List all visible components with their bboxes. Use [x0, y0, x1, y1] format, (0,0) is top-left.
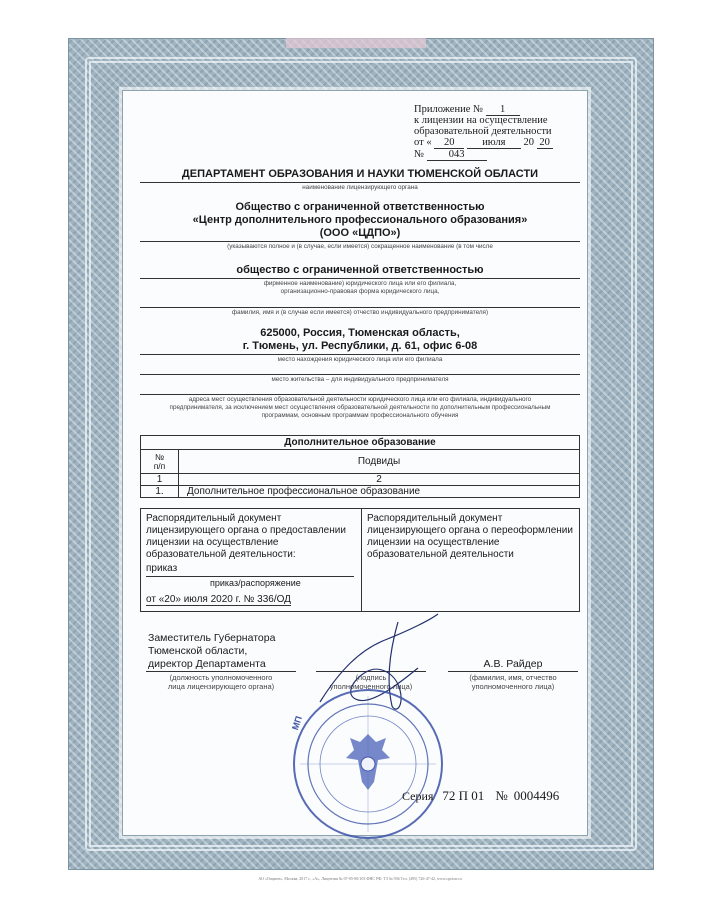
- print-info: АО «Опцион», Москва, 2017 г., «А», Лицензия № 07-05-00/103 ФНС РФ, ТЗ № 936 Тел. (495) 726-47-42, www.opcion.ru: [258, 876, 462, 881]
- signatory-name: А.В. Райдер: [483, 658, 543, 670]
- form-number-label: №: [495, 788, 508, 803]
- table-header-num: [141, 450, 179, 474]
- signatory-name-caption-line2: уполномоченного лица): [471, 682, 555, 691]
- signatory-title-caption-line2: лица лицензирующего органа): [167, 682, 275, 691]
- org-name-underline: [140, 241, 580, 242]
- person-underline: [140, 307, 580, 308]
- legal-form-caption-line1: фирменное наименование) юридического лица или его филиала,: [263, 280, 457, 287]
- reissue-document-line4: образовательной деятельности: [367, 549, 514, 560]
- date-prefix: от «: [414, 137, 432, 148]
- signature-caption-line1: (подпись: [355, 673, 387, 682]
- signature-caption-line2: уполномоченного лица): [329, 682, 413, 691]
- header-num-line2: п/п: [153, 460, 166, 471]
- legal-form-caption-line2: организационно-правовая форма юридического лица,: [280, 288, 440, 295]
- org-full-name-line1: Общество с ограниченной ответственностью: [235, 201, 485, 213]
- reissue-document-line1: Распорядительный документ: [367, 513, 503, 524]
- places-caption-line2: предпринимателя, за исключением мест осуществления образовательной деятельности по дополнительным профессиональным: [169, 404, 551, 411]
- org-full-name-line2: «Центр дополнительного профессионального образования»: [192, 214, 528, 226]
- signatory-title-line2: Тюменской области,: [148, 645, 248, 657]
- org-name-caption: (указываются полное и (в случае, если имеется) сокращенное наименование (в том числе: [227, 243, 493, 250]
- authority-name: ДЕПАРТАМЕНТ ОБРАЗОВАНИЯ И НАУКИ ТЮМЕНСКОЙ ОБЛАСТИ: [181, 168, 539, 180]
- appendix-line3: образовательной деятельности: [414, 126, 552, 137]
- documents-divider: [361, 509, 362, 611]
- header-num-line1: №: [154, 451, 165, 462]
- border-color-mark: [286, 38, 426, 48]
- series-label: Серия: [402, 789, 434, 803]
- date-month: июля: [467, 137, 521, 149]
- table-row-num: 1.: [141, 486, 179, 498]
- date-year: 20: [537, 137, 553, 149]
- signatory-title-line1: Заместитель Губернатора: [148, 632, 276, 644]
- signatory-title: [148, 632, 275, 671]
- appendix-date: [414, 137, 553, 149]
- education-table: [140, 435, 580, 498]
- table-index-kinds: 2: [179, 474, 580, 486]
- date-year-prefix: 20: [523, 137, 534, 148]
- org-legal-form: общество с ограниченной ответственностью: [236, 264, 484, 276]
- series-value: 72 П 01: [442, 788, 485, 803]
- org-short-name: (ООО «ЦДПО»): [319, 227, 401, 239]
- license-number-prefix: №: [414, 149, 425, 160]
- person-caption: фамилия, имя и (в случае если имеется) отчество индивидуального предпринимателя): [231, 309, 489, 316]
- appendix-line2: к лицензии на осуществление: [414, 115, 548, 126]
- grant-document-line3: лицензии на осуществление: [146, 537, 279, 548]
- authority-underline: [140, 182, 580, 183]
- signatory-name-caption: [448, 673, 578, 691]
- signatory-name-caption-line1: (фамилия, имя, отчество: [469, 673, 557, 682]
- signatory-title-caption: [146, 673, 296, 691]
- signatory-title-line3: директор Департамента: [148, 658, 266, 670]
- places-underline: [140, 394, 580, 395]
- reissue-document-line3: лицензии на осуществление: [367, 537, 500, 548]
- signatory-title-caption-line1: (должность уполномоченного: [169, 673, 273, 682]
- grant-document-line1: Распорядительный документ: [146, 513, 282, 524]
- form-series: [402, 788, 559, 804]
- org-address-line2: г. Тюмень, ул. Республики, д. 61, офис 6-08: [242, 340, 478, 352]
- license-number: 043: [427, 149, 487, 161]
- grant-document-label: [146, 513, 346, 561]
- places-caption-line1: адреса мест осуществления образовательной деятельности юридического лица или его филиала, индивидуального: [188, 396, 532, 403]
- date-day: 20: [434, 137, 464, 149]
- table-header-kinds: Подвиды: [179, 450, 580, 474]
- signatory-title-underline: [146, 671, 296, 672]
- table-index-row: [141, 474, 580, 486]
- places-caption-line3: программам, основным программам профессионального обучения: [261, 412, 459, 419]
- reissue-document-label: [367, 513, 573, 561]
- authority-caption: наименование лицензирующего органа: [302, 184, 418, 191]
- residence-caption: место жительства – для индивидуального предпринимателя: [271, 376, 449, 383]
- appendix-license-number: [414, 149, 487, 161]
- address-caption: место нахождения юридического лица или его филиала: [277, 356, 443, 363]
- table-row-kind: Дополнительное профессиональное образование: [179, 486, 580, 498]
- grant-document-line2: лицензирующего органа о предоставлении: [146, 525, 346, 536]
- table-row: [141, 486, 580, 498]
- signatory-name-underline: [448, 671, 578, 672]
- form-number-value: 0004496: [513, 788, 560, 803]
- order-reference: от «20» июля 2020 г. № 336/ОД: [146, 594, 291, 605]
- table-header-row: [141, 450, 580, 474]
- order-type-caption: приказ/распоряжение: [210, 578, 301, 588]
- table-title: Дополнительное образование: [141, 436, 580, 450]
- legal-form-underline: [140, 278, 580, 279]
- grant-document-line4: образовательной деятельности:: [146, 549, 296, 560]
- order-type: приказ: [146, 563, 178, 574]
- appendix-label: Приложение №: [414, 104, 483, 115]
- table-index-num: 1: [141, 474, 179, 486]
- appendix-number: 1: [486, 104, 520, 116]
- table-title-row: [141, 436, 580, 450]
- order-type-underline: [146, 576, 354, 577]
- org-address-line1: 625000, Россия, Тюменская область,: [260, 327, 460, 339]
- official-seal: [290, 686, 446, 842]
- address-underline: [140, 354, 580, 355]
- reissue-document-line2: лицензирующего органа о переоформлении: [367, 525, 573, 536]
- seal-mark: МП: [290, 714, 304, 732]
- residence-underline: [140, 374, 580, 375]
